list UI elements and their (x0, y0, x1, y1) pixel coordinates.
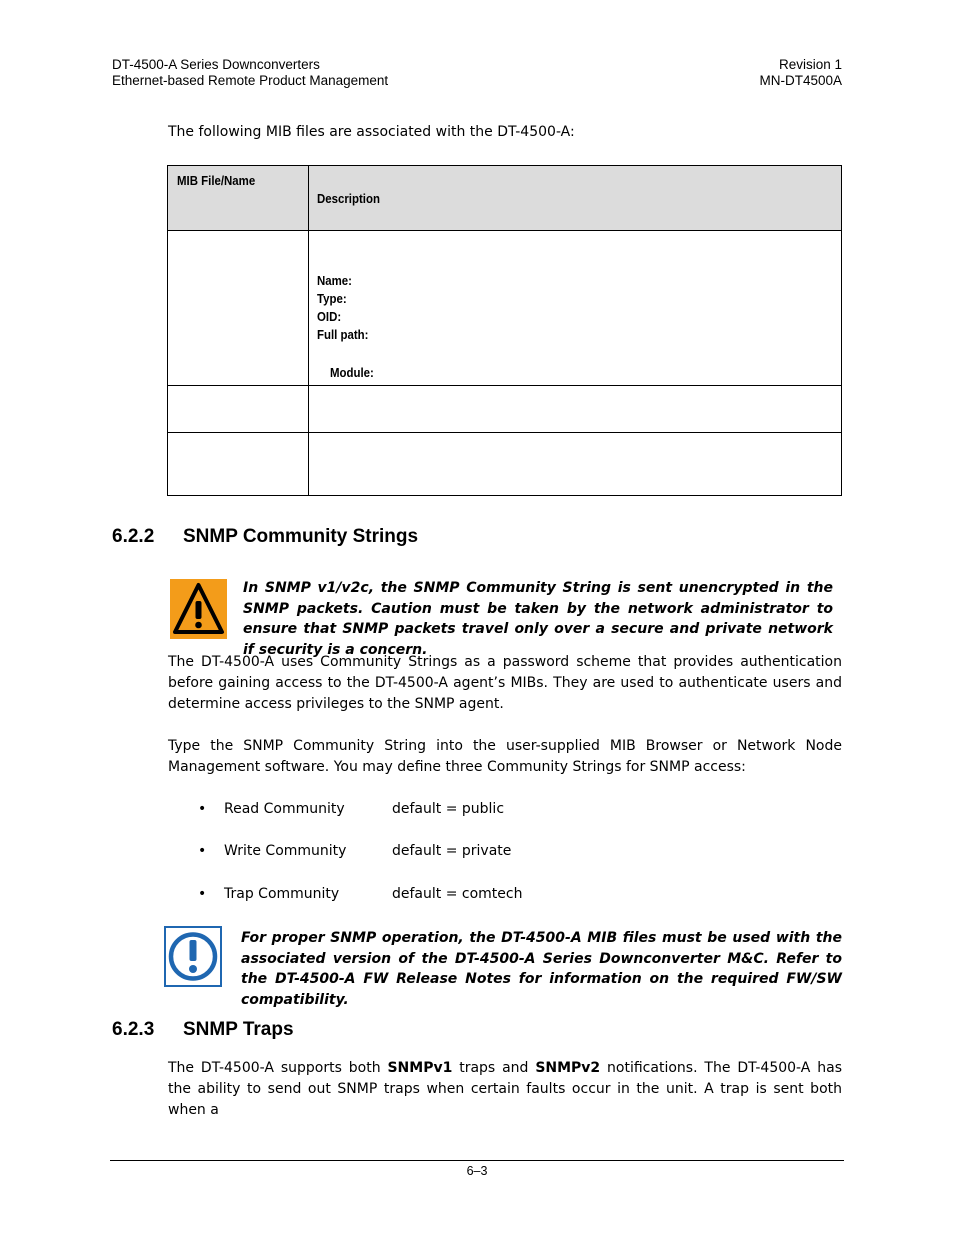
mib-table (167, 165, 842, 496)
table-header-row (168, 166, 842, 231)
col-header-mib: MIB File/Name (168, 166, 309, 231)
field-full-path: Full path: (317, 327, 369, 342)
paragraph: The DT-4500-A uses Community Strings as a password scheme that provides authentication before gaining access to the DT-4500-A agent’s MIBs. They are used to authenticate users and determine access privileges to the SNMP agent. (168, 654, 842, 712)
info-note: For proper SNMP operation, the DT-4500-A MIB files must be used with the associated version of the DT-4500-A Series Downconverter M&C. Refer to the DT-4500-A FW Release Notes for information on the required FW/SW compatibility. (241, 930, 842, 1008)
field-module: Module: (330, 365, 374, 380)
paragraph: Type the SNMP Community String into the user-supplied MIB Browser or Network Node Management software. You may define three Community Strings for SNMP access: (168, 738, 842, 775)
doc-number: MN-DT4500A (759, 73, 842, 88)
warning-icon (170, 579, 227, 639)
intro-text: The following MIB files are associated with the DT-4500-A: (168, 124, 575, 140)
table-row (168, 433, 842, 496)
doc-header-right (759, 57, 842, 89)
table-row (168, 231, 842, 386)
field-oid: OID: (317, 309, 342, 324)
doc-header-left (112, 57, 388, 89)
doc-title: DT-4500-A Series Downconverters (112, 57, 320, 72)
section-heading-622: 6.2.2 SNMP Community Strings (112, 526, 419, 547)
info-icon (164, 926, 222, 987)
field-name: Name: (317, 273, 352, 288)
col-header-description: Description (309, 166, 842, 231)
revision: Revision 1 (778, 57, 842, 72)
section-heading-623: 6.2.3 SNMP Traps (112, 1019, 294, 1040)
table-row (168, 386, 842, 433)
paragraph: The DT-4500-A supports both SNMPv1 traps and SNMPv2 notifications. The DT-4500-A has the ability to send out SNMP traps when certain faults occur in the unit. A trap is sent both when a (168, 1060, 842, 1118)
warning-note: In SNMP v1/v2c, the SNMP Community String is sent unencrypted in the SNMP packets. Caution must be taken by the network administrator to ensure that SNMP packets travel only over a secure and private network if security is a concern. (243, 580, 833, 658)
list-item: • Trap Community default = comtech (198, 886, 523, 902)
doc-subtitle: Ethernet-based Remote Product Management (112, 73, 389, 88)
footer-rule (110, 1160, 844, 1161)
list-item: • Write Community default = private (198, 843, 512, 859)
list-item: • Read Community default = public (198, 801, 505, 817)
field-type: Type: (317, 291, 347, 306)
page-number: 6–3 (466, 1164, 488, 1178)
